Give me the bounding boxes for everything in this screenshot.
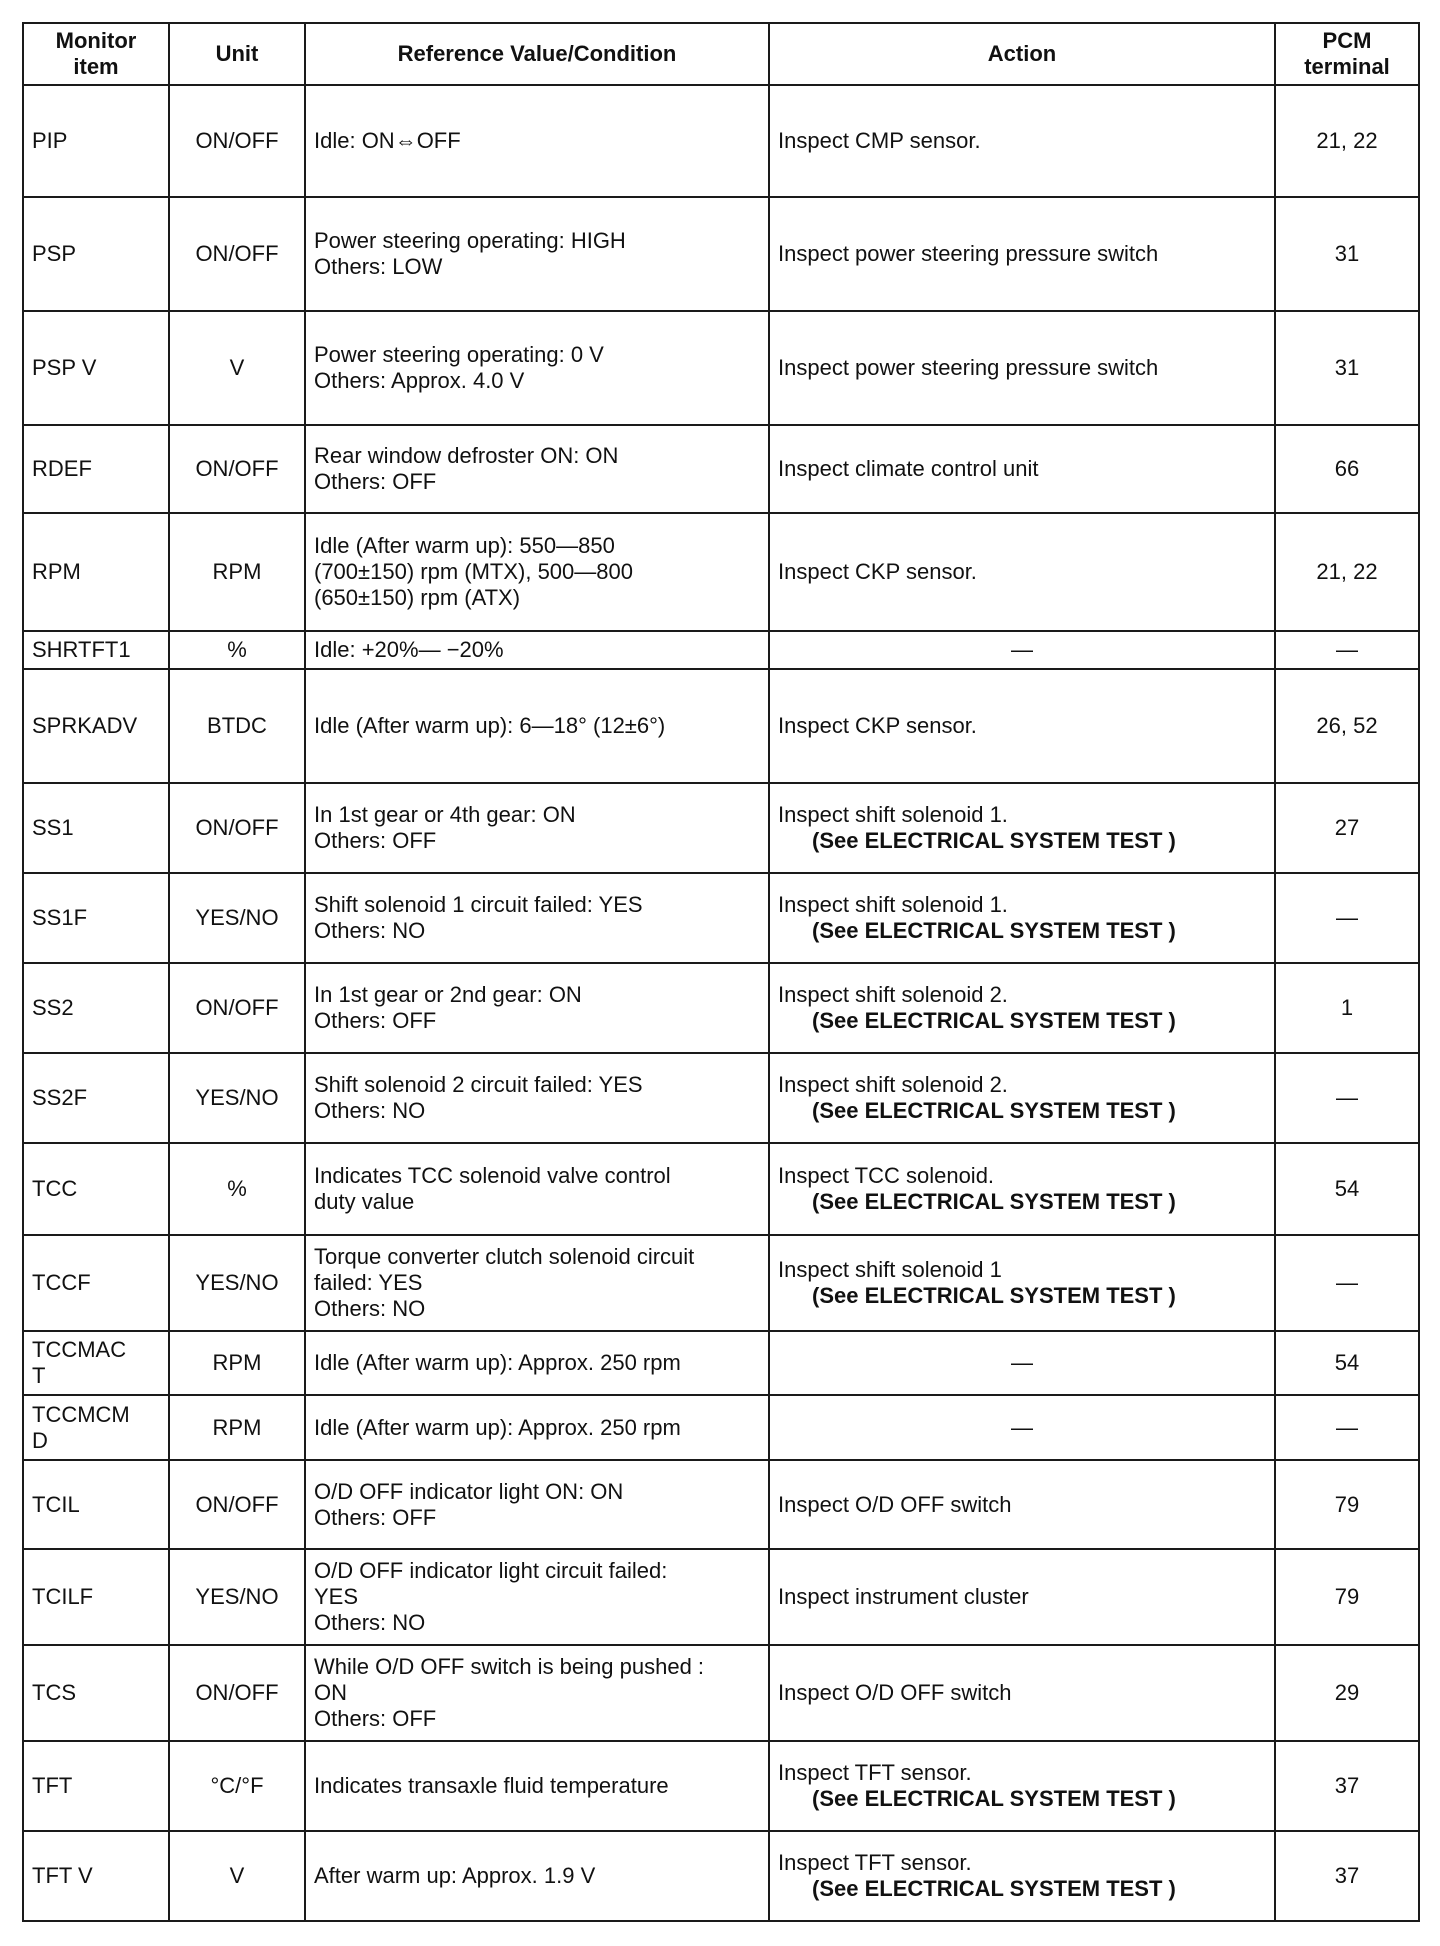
action-cell [769, 1741, 1275, 1831]
action-text: — [1011, 1349, 1033, 1375]
pcm-terminal-cell: 37 [1275, 1831, 1419, 1921]
action-text: Inspect shift solenoid 2. [778, 1072, 1008, 1098]
action-cell [769, 1235, 1275, 1331]
table-row [23, 1143, 1419, 1234]
table-row [23, 963, 1419, 1053]
table-row [23, 1395, 1419, 1460]
header-monitor-item: Monitor item [23, 23, 169, 85]
pcm-terminal-cell: 26, 52 [1275, 669, 1419, 783]
action-reference-note: (See ELECTRICAL SYSTEM TEST ) [812, 918, 1176, 944]
monitor-item-cell: TCCF [23, 1235, 169, 1331]
unit-cell: RPM [169, 1395, 305, 1460]
action-reference-note: (See ELECTRICAL SYSTEM TEST ) [812, 1008, 1176, 1034]
action-reference-note: (See ELECTRICAL SYSTEM TEST ) [812, 828, 1176, 854]
action-text: — [1011, 1414, 1033, 1440]
reference-cell: Torque converter clutch solenoid circuit failed: YES Others: NO [305, 1235, 769, 1331]
reference-cell: Idle (After warm up): Approx. 250 rpm [305, 1395, 769, 1460]
monitor-item-cell: SHRTFT1 [23, 631, 169, 669]
monitor-item-cell: SPRKADV [23, 669, 169, 783]
reference-cell: Shift solenoid 2 circuit failed: YES Others: NO [305, 1053, 769, 1143]
pcm-terminal-cell: 31 [1275, 311, 1419, 425]
reference-cell: Idle (After warm up): Approx. 250 rpm [305, 1331, 769, 1396]
monitor-item-cell: TFT V [23, 1831, 169, 1921]
header-action: Action [769, 23, 1275, 85]
pcm-terminal-cell: 79 [1275, 1549, 1419, 1645]
table-row [23, 1645, 1419, 1741]
action-text: Inspect instrument cluster [778, 1583, 1029, 1609]
action-cell [769, 311, 1275, 425]
reference-cell: Idle: +20%— −20% [305, 631, 769, 669]
table-row [23, 1331, 1419, 1396]
table-row [23, 873, 1419, 963]
reference-cell: Shift solenoid 1 circuit failed: YES Others: NO [305, 873, 769, 963]
unit-cell: ON/OFF [169, 425, 305, 514]
action-text: — [1011, 637, 1033, 663]
action-reference-note: (See ELECTRICAL SYSTEM TEST ) [812, 1785, 1176, 1811]
unit-cell: % [169, 1143, 305, 1234]
table-row [23, 197, 1419, 311]
pcm-terminal-cell: 79 [1275, 1460, 1419, 1549]
action-text: Inspect TFT sensor. [778, 1759, 972, 1785]
action-text: Inspect CKP sensor. [778, 713, 977, 739]
action-cell [769, 197, 1275, 311]
unit-cell: ON/OFF [169, 85, 305, 197]
pcm-terminal-cell: — [1275, 1395, 1419, 1460]
reference-cell: Rear window defroster ON: ON Others: OFF [305, 425, 769, 514]
action-reference-note: (See ELECTRICAL SYSTEM TEST ) [812, 1875, 1176, 1901]
reference-cell: Idle: ON⇔OFF [305, 85, 769, 197]
header-unit: Unit [169, 23, 305, 85]
monitor-item-cell: RPM [23, 513, 169, 631]
reference-cell: After warm up: Approx. 1.9 V [305, 1831, 769, 1921]
pcm-terminal-cell: 54 [1275, 1143, 1419, 1234]
unit-cell: ON/OFF [169, 783, 305, 873]
action-cell [769, 1395, 1275, 1460]
table-row [23, 513, 1419, 631]
reference-cell: Idle (After warm up): 550—850 (700±150) rpm (MTX), 500—800 (650±150) rpm (ATX) [305, 513, 769, 631]
pcm-terminal-cell: 54 [1275, 1331, 1419, 1396]
action-text: Inspect shift solenoid 2. [778, 982, 1008, 1008]
action-cell [769, 1549, 1275, 1645]
reference-cell: In 1st gear or 4th gear: ON Others: OFF [305, 783, 769, 873]
monitor-item-cell: TCS [23, 1645, 169, 1741]
pcm-terminal-cell: — [1275, 1053, 1419, 1143]
monitor-item-cell: RDEF [23, 425, 169, 514]
unit-cell: ON/OFF [169, 1460, 305, 1549]
reference-cell: In 1st gear or 2nd gear: ON Others: OFF [305, 963, 769, 1053]
action-text: Inspect shift solenoid 1. [778, 892, 1008, 918]
table-row [23, 1235, 1419, 1331]
monitor-item-cell: TCCMAC T [23, 1331, 169, 1396]
action-cell [769, 85, 1275, 197]
unit-cell: YES/NO [169, 1549, 305, 1645]
reference-cell: Power steering operating: HIGH Others: LOW [305, 197, 769, 311]
pcm-terminal-cell: 21, 22 [1275, 513, 1419, 631]
pcm-terminal-cell: 31 [1275, 197, 1419, 311]
action-text: Inspect TFT sensor. [778, 1849, 972, 1875]
action-cell [769, 1645, 1275, 1741]
action-reference-note: (See ELECTRICAL SYSTEM TEST ) [812, 1098, 1176, 1124]
monitor-item-cell: SS2F [23, 1053, 169, 1143]
action-cell [769, 669, 1275, 783]
unit-cell: RPM [169, 513, 305, 631]
unit-cell: ON/OFF [169, 1645, 305, 1741]
reference-cell: While O/D OFF switch is being pushed : ON Others: OFF [305, 1645, 769, 1741]
action-text: Inspect O/D OFF switch [778, 1491, 1012, 1517]
action-reference-note: (See ELECTRICAL SYSTEM TEST ) [812, 1188, 1176, 1214]
table-row [23, 783, 1419, 873]
monitor-item-cell: PSP V [23, 311, 169, 425]
table-row [23, 631, 1419, 669]
action-text: Inspect climate control unit [778, 455, 1039, 481]
unit-cell: °C/°F [169, 1741, 305, 1831]
reference-cell: O/D OFF indicator light circuit failed: YES Others: NO [305, 1549, 769, 1645]
monitor-item-cell: PSP [23, 197, 169, 311]
pcm-terminal-cell: — [1275, 631, 1419, 669]
table-row [23, 425, 1419, 514]
table-row [23, 311, 1419, 425]
table-row [23, 1460, 1419, 1549]
table-row [23, 669, 1419, 783]
unit-cell: V [169, 311, 305, 425]
unit-cell: YES/NO [169, 1235, 305, 1331]
unit-cell: ON/OFF [169, 197, 305, 311]
reference-cell: Indicates transaxle fluid temperature [305, 1741, 769, 1831]
monitor-item-cell: TCILF [23, 1549, 169, 1645]
action-cell [769, 513, 1275, 631]
pcm-terminal-cell: — [1275, 873, 1419, 963]
table-row [23, 1549, 1419, 1645]
action-cell [769, 963, 1275, 1053]
unit-cell: V [169, 1831, 305, 1921]
header-pcm-terminal: PCM terminal [1275, 23, 1419, 85]
reference-cell: Indicates TCC solenoid valve control duty value [305, 1143, 769, 1234]
action-text: Inspect CMP sensor. [778, 127, 981, 153]
action-cell [769, 1053, 1275, 1143]
unit-cell: RPM [169, 1331, 305, 1396]
action-text: Inspect CKP sensor. [778, 559, 977, 585]
action-cell [769, 1831, 1275, 1921]
action-reference-note: (See ELECTRICAL SYSTEM TEST ) [812, 1282, 1176, 1308]
pcm-terminal-cell: 37 [1275, 1741, 1419, 1831]
unit-cell: BTDC [169, 669, 305, 783]
monitor-item-cell: TCIL [23, 1460, 169, 1549]
reference-cell: Power steering operating: 0 V Others: Approx. 4.0 V [305, 311, 769, 425]
monitor-item-cell: PIP [23, 85, 169, 197]
pcm-terminal-cell: 66 [1275, 425, 1419, 514]
monitor-item-cell: TCCMCM D [23, 1395, 169, 1460]
action-cell [769, 631, 1275, 669]
pcm-terminal-cell: — [1275, 1235, 1419, 1331]
table-row [23, 1831, 1419, 1921]
action-text: Inspect TCC solenoid. [778, 1162, 995, 1188]
unit-cell: YES/NO [169, 1053, 305, 1143]
pcm-terminal-cell: 29 [1275, 1645, 1419, 1741]
header-row [23, 23, 1419, 85]
unit-cell: ON/OFF [169, 963, 305, 1053]
action-cell [769, 425, 1275, 514]
reference-cell: Idle (After warm up): 6—18° (12±6°) [305, 669, 769, 783]
action-cell [769, 1143, 1275, 1234]
table-row [23, 1053, 1419, 1143]
monitor-item-cell: TFT [23, 1741, 169, 1831]
action-text: Inspect shift solenoid 1 [778, 1256, 1002, 1282]
action-text: Inspect shift solenoid 1. [778, 802, 1008, 828]
pcm-terminal-cell: 1 [1275, 963, 1419, 1053]
pcm-terminal-cell: 27 [1275, 783, 1419, 873]
action-cell [769, 1460, 1275, 1549]
table-row [23, 1741, 1419, 1831]
table-row [23, 85, 1419, 197]
unit-cell: YES/NO [169, 873, 305, 963]
monitor-item-cell: SS2 [23, 963, 169, 1053]
pcm-terminal-cell: 21, 22 [1275, 85, 1419, 197]
monitor-item-cell: SS1 [23, 783, 169, 873]
reference-cell: O/D OFF indicator light ON: ON Others: OFF [305, 1460, 769, 1549]
unit-cell: % [169, 631, 305, 669]
monitor-item-cell: SS1F [23, 873, 169, 963]
header-reference: Reference Value/Condition [305, 23, 769, 85]
action-text: Inspect O/D OFF switch [778, 1679, 1012, 1705]
action-cell [769, 1331, 1275, 1396]
action-text: Inspect power steering pressure switch [778, 354, 1159, 380]
action-text: Inspect power steering pressure switch [778, 240, 1159, 266]
monitor-item-cell: TCC [23, 1143, 169, 1234]
action-cell [769, 873, 1275, 963]
monitor-table [22, 22, 1420, 1922]
action-cell [769, 783, 1275, 873]
